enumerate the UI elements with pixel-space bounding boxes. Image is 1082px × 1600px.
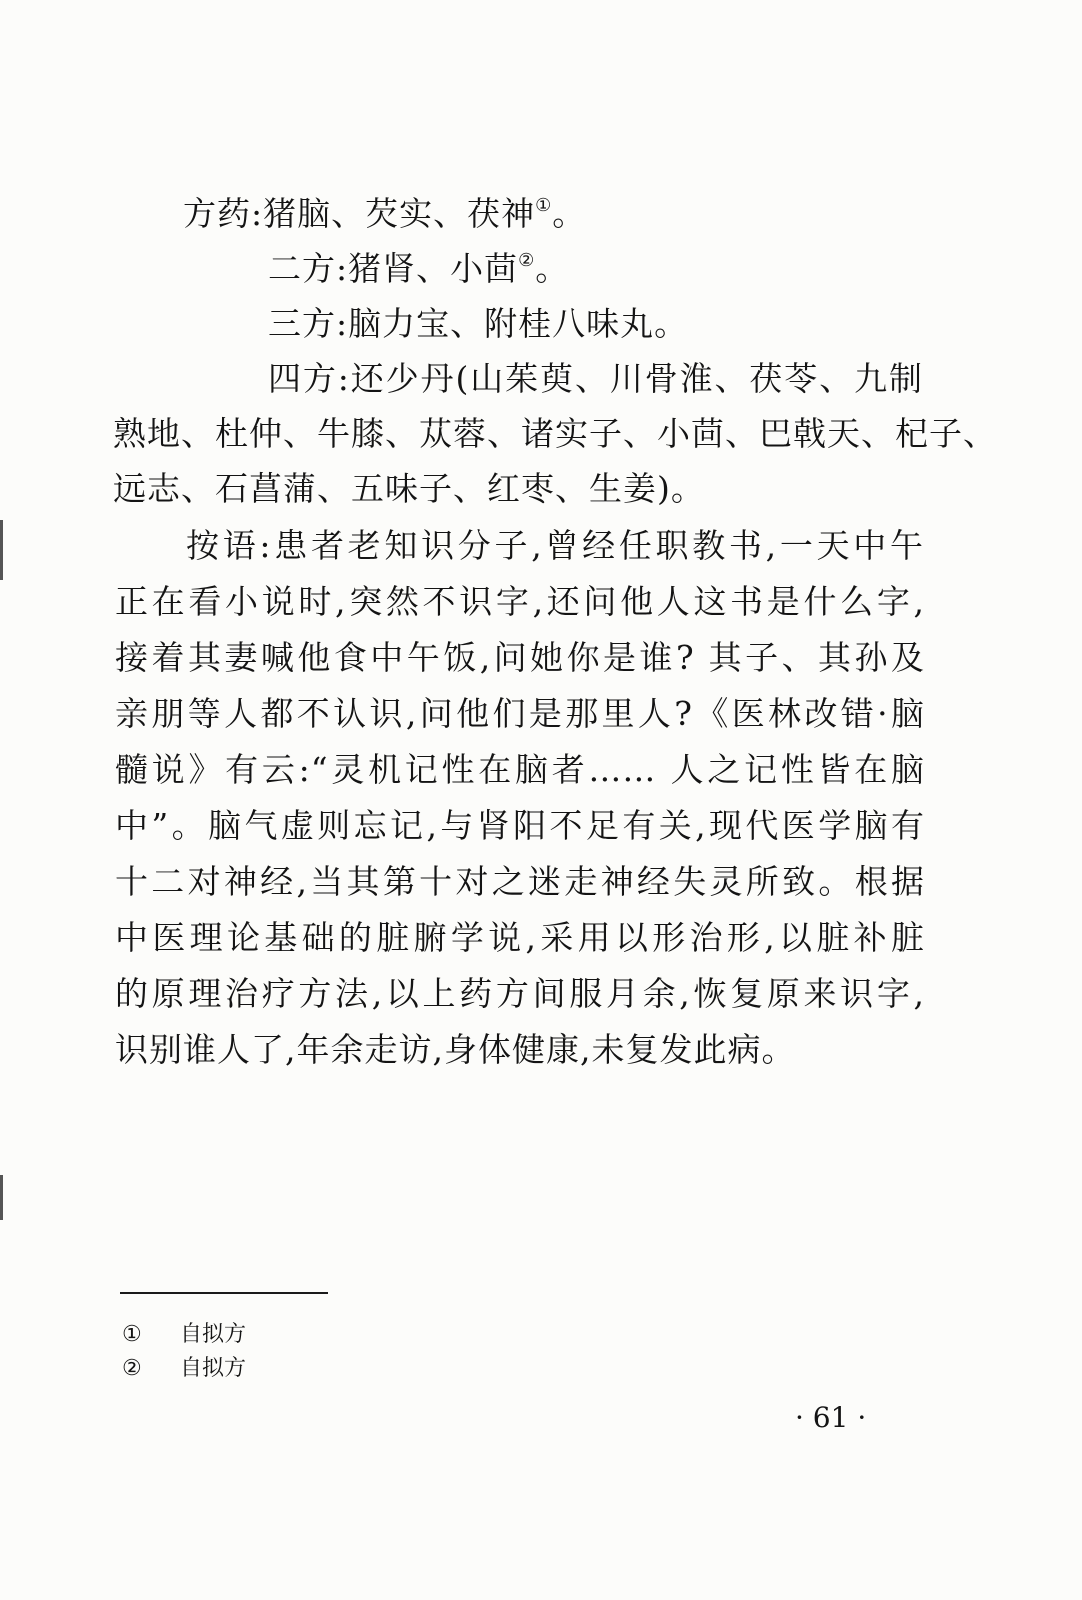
commentary-line-5: 髓说》有云:“灵机记性在脑者…… 人之记性皆在脑 bbox=[115, 750, 925, 789]
commentary-line-4: 亲朋等人都不认识,问他们是那里人?《医林改错·脑 bbox=[115, 694, 925, 733]
commentary-line-9: 的原理治疗方法,以上药方间服月余,恢复原来识字, bbox=[115, 974, 925, 1013]
commentary-line-8: 中医理论基础的脏腑学说,采用以形治形,以脏补脏 bbox=[115, 918, 925, 957]
commentary-line-3: 接着其妻喊他食中午饭,问她你是谁? 其子、其孙及 bbox=[115, 638, 925, 677]
footnote-divider bbox=[120, 1292, 328, 1294]
scan-edge-mark bbox=[0, 520, 3, 580]
recipe4-line-2: 熟地、杜仲、牛膝、苁蓉、诸实子、小茴、巴戟天、杞子、 bbox=[113, 414, 997, 453]
recipe4-line-3: 远志、石菖蒲、五味子、红枣、生姜)。 bbox=[113, 469, 705, 508]
recipe2-label: 二方: bbox=[268, 249, 349, 288]
recipe-line-2: 二方:猪肾、小茴②。 bbox=[268, 249, 570, 288]
recipe4-line-1: 四方:还少丹(山茱萸、川骨淮、茯苓、九制 bbox=[268, 359, 923, 398]
commentary-line-1: 按语:患者老知识分子,曾经任职教书,一天中午 bbox=[186, 526, 924, 565]
commentary-line-10: 识别谁人了,年余走访,身体健康,未复发此病。 bbox=[115, 1030, 796, 1069]
recipe-label: 方药: bbox=[183, 194, 264, 233]
footnote-2 bbox=[122, 1356, 246, 1382]
scan-edge-mark bbox=[0, 1175, 3, 1220]
recipe2-items: 猪肾、小茴 bbox=[348, 249, 519, 288]
recipe-items: 猪脑、芡实、茯神 bbox=[263, 194, 536, 233]
commentary-line-6: 中”。脑气虚则忘记,与肾阳不足有关,现代医学脑有 bbox=[115, 806, 925, 845]
recipe-line-3: 三方:脑力宝、附桂八味丸。 bbox=[268, 304, 689, 343]
footnote-1-text: 自拟方 bbox=[180, 1322, 247, 1347]
footnote-1-mark: ① bbox=[122, 1322, 142, 1347]
footnote-1 bbox=[122, 1322, 246, 1348]
footnote-2-text: 自拟方 bbox=[180, 1356, 247, 1381]
footnote-2-mark: ② bbox=[122, 1356, 142, 1381]
commentary-line-7: 十二对神经,当其第十对之迷走神经失灵所致。根据 bbox=[115, 862, 925, 901]
recipe-line-1: 方药:猪脑、芡实、茯神①。 bbox=[183, 194, 587, 233]
footnote-ref-2[interactable]: ② bbox=[518, 250, 536, 271]
footnote-ref-1[interactable]: ① bbox=[535, 195, 553, 216]
page-number: · 61 · bbox=[795, 1401, 867, 1434]
commentary-line-2: 正在看小说时,突然不识字,还问他人这书是什么字, bbox=[115, 582, 925, 621]
